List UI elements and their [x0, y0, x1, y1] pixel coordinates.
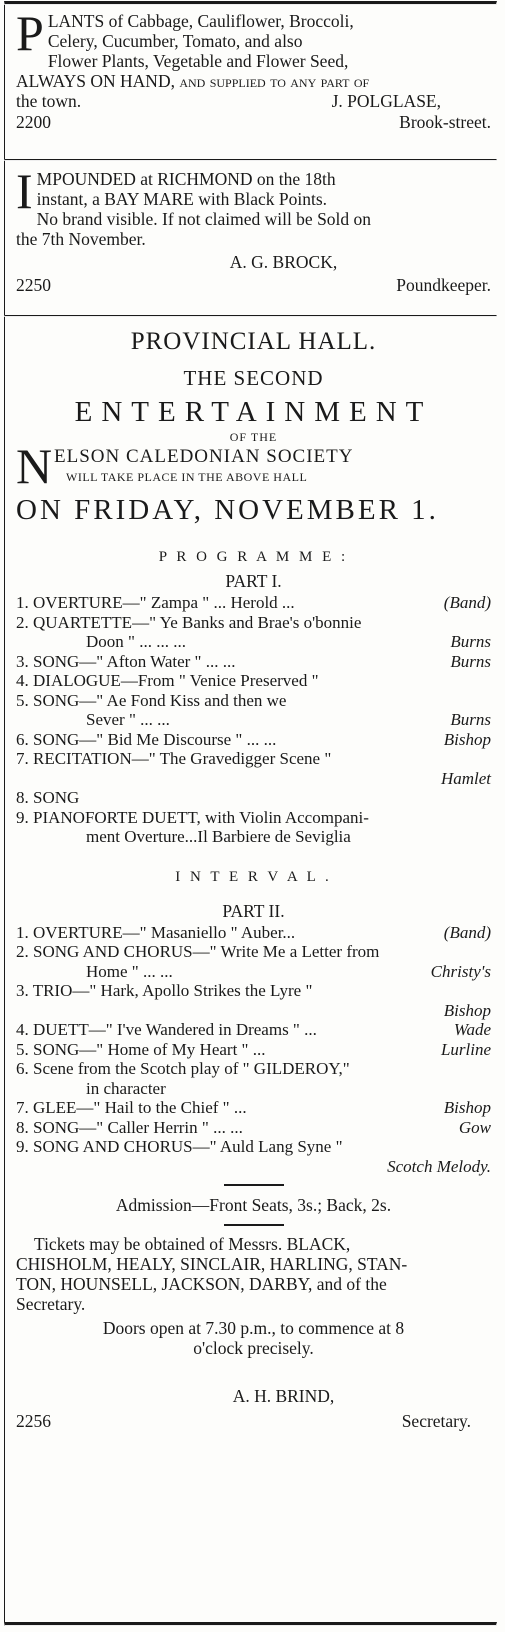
- programme-item: [16, 769, 491, 789]
- short-divider: [224, 1224, 284, 1226]
- programme-item-composer: Wade: [453, 1020, 491, 1039]
- programme-item-title: 8. SONG: [16, 788, 80, 807]
- plants-line2: Celery, Cucumber, Tomato, and also: [47, 31, 303, 51]
- advert-number: 2250: [16, 275, 51, 295]
- plants-line1: LANTS of Cabbage, Cauliflower, Broccoli,: [47, 11, 354, 31]
- programme-item-title: in character: [86, 1078, 166, 1098]
- short-divider: [224, 1184, 284, 1186]
- tickets-block: [16, 1234, 491, 1314]
- programme-item-title: 2. QUARTETTE—" Ye Banks and Brae's o'bonnie: [16, 612, 362, 632]
- programme-item: [16, 923, 491, 943]
- programme-item: [16, 1020, 491, 1040]
- programme-item-title: 1. OVERTURE—" Masaniello " Auber...: [16, 922, 296, 942]
- programme-item: [16, 1157, 491, 1177]
- programme-item-composer: Burns: [450, 632, 491, 651]
- polglase-address: Brook-street.: [399, 112, 491, 132]
- programme-item-title: 7. GLEE—" Hail to the Chief " ...: [16, 1098, 247, 1117]
- programme-item: [16, 749, 491, 769]
- doors-line2: o'clock precisely.: [193, 1338, 314, 1358]
- hall-title: PROVINCIAL HALL.: [130, 328, 377, 355]
- bottom-rule: [4, 1622, 497, 1626]
- programme-item-title: ment Overture...Il Barbiere de Seviglia: [86, 827, 351, 846]
- part2-heading: PART II.: [222, 900, 285, 921]
- second-title: THE SECOND: [183, 366, 324, 390]
- part2-list: [16, 923, 491, 1177]
- programme-item-title: 9. SONG AND CHORUS—" Auld Lang Syne ": [16, 1137, 343, 1156]
- brock-name: A. G. BROCK,: [229, 252, 338, 272]
- programme-item-title: 9. PIANOFORTE DUETT, with Violin Accompani-: [16, 807, 369, 827]
- programme-item-title: 5. SONG—" Home of My Heart " ...: [16, 1039, 266, 1059]
- impounded-line3: No brand visible. If not claimed will be Sold on: [36, 209, 372, 229]
- programme-item-title: Home " ... ...: [86, 961, 173, 981]
- of-the-label: OF THE: [229, 430, 278, 444]
- programme-item-title: 4. DUETT—" I've Wandered in Dreams " ...: [16, 1020, 317, 1039]
- programme-item: [16, 981, 491, 1001]
- programme-heading: P R O G R A M M E :: [158, 549, 349, 565]
- entertainment-title: ENTERTAINMENT: [74, 396, 433, 428]
- society-heading: [16, 438, 491, 494]
- plants-line4: ALWAYS ON HAND, and supplied to any part of: [16, 71, 370, 91]
- doors-line1: Doors open at 7.30 p.m., to commence at 8: [102, 1318, 405, 1338]
- programme-item: [16, 710, 491, 730]
- programme-item-composer: Christy's: [430, 961, 491, 981]
- impounded-line1: MPOUNDED at RICHMOND on the 18th: [36, 169, 336, 189]
- programme-item-title: 1. OVERTURE—" Zampa " ... Herold ...: [16, 593, 295, 612]
- programme-item-composer: Burns: [450, 710, 491, 729]
- admission-line: Admission—Front Seats, 3s.; Back, 2s.: [115, 1195, 392, 1215]
- plants-line5a: the town.: [16, 91, 82, 111]
- part1-heading: PART I.: [225, 571, 282, 591]
- programme-item-title: 3. SONG—" Afton Water " ... ...: [16, 651, 236, 671]
- programme-item: [16, 593, 491, 613]
- programme-item-composer: Gow: [458, 1117, 491, 1137]
- hall-advert: [4, 317, 497, 1622]
- programme-item: [16, 613, 491, 633]
- programme-item: [16, 942, 491, 962]
- programme-item: [16, 788, 491, 808]
- programme-item: [16, 1040, 491, 1060]
- programme-item-composer: Burns: [450, 651, 491, 671]
- programme-item: [16, 730, 491, 750]
- programme-item-composer: (Band): [443, 593, 491, 612]
- programme-item-title: 6. Scene from the Scotch play of " GILDEROY,": [16, 1059, 350, 1078]
- programme-item-title: 8. SONG—" Caller Herrin " ... ...: [16, 1117, 243, 1137]
- tickets-line1: Tickets may be obtained of Messrs. BLACK,: [34, 1234, 351, 1254]
- event-date: ON FRIDAY, NOVEMBER 1.: [16, 494, 439, 526]
- tickets-line3: TON, HOUNSELL, JACKSON, DARBY, and of the: [16, 1274, 387, 1294]
- programme-item-title: 7. RECITATION—" The Gravedigger Scene ": [16, 749, 332, 768]
- dropcap-p: P: [16, 5, 44, 61]
- newspaper-page: [4, 0, 497, 1632]
- programme-item: [16, 1118, 491, 1138]
- programme-item: [16, 1079, 491, 1099]
- programme-item: [16, 691, 491, 711]
- programme-item-composer: Bishop: [443, 1000, 491, 1020]
- will-take-place: WILL TAKE PLACE IN THE ABOVE HALL: [66, 470, 308, 484]
- programme-item-title: 5. SONG—" Ae Fond Kiss and then we: [16, 690, 287, 710]
- programme-item-composer: Bishop: [443, 729, 491, 749]
- programme-item: [16, 1098, 491, 1118]
- programme-item-title: 4. DIALOGUE—From " Venice Preserved ": [16, 671, 319, 690]
- programme-item-title: 2. SONG AND CHORUS—" Write Me a Letter from: [16, 942, 380, 961]
- secretary-role: Secretary.: [401, 1411, 471, 1431]
- programme-item: [16, 962, 491, 982]
- programme-item-composer: (Band): [443, 922, 491, 942]
- brind-name: A. H. BRIND,: [232, 1386, 335, 1406]
- programme-item: [16, 827, 491, 847]
- programme-item: [16, 1001, 491, 1021]
- programme-item-composer: Lurline: [440, 1039, 491, 1059]
- programme-item-title: 3. TRIO—" Hark, Apollo Strikes the Lyre ": [16, 981, 313, 1000]
- programme-item-title: Sever " ... ...: [86, 710, 170, 729]
- programme-item: [16, 1059, 491, 1079]
- brock-role: Poundkeeper.: [396, 275, 491, 295]
- society-name: ELSON CALEDONIAN SOCIETY: [54, 446, 354, 467]
- plants-line3: Flower Plants, Vegetable and Flower Seed,: [47, 51, 349, 71]
- dropcap-n: N: [16, 438, 53, 494]
- impounded-advert: [4, 161, 497, 315]
- programme-item-composer: Scotch Melody.: [387, 1156, 491, 1176]
- programme-item: [16, 1137, 491, 1157]
- polglase-name: J. POLGLASE,: [331, 91, 441, 111]
- programme-item: [16, 632, 491, 652]
- part1-list: [16, 593, 491, 847]
- interval-heading: I N T E R V A L .: [175, 868, 332, 885]
- programme-item: [16, 652, 491, 672]
- dropcap-i: I: [16, 163, 33, 219]
- programme-item-composer: Hamlet: [440, 768, 491, 788]
- impounded-line4: the 7th November.: [16, 229, 146, 249]
- advert-number: 2256: [16, 1411, 51, 1431]
- programme-item-title: Doon " ... ... ...: [86, 632, 186, 651]
- programme-item-composer: Bishop: [443, 1098, 491, 1117]
- advert-number: 2200: [16, 112, 51, 132]
- tickets-line2: CHISHOLM, HEALY, SINCLAIR, HARLING, STAN-: [16, 1254, 408, 1274]
- tickets-line4: Secretary.: [16, 1294, 86, 1314]
- programme-item-title: 6. SONG—" Bid Me Discourse " ... ...: [16, 729, 277, 749]
- impounded-line2: instant, a BAY MARE with Black Points.: [36, 189, 328, 209]
- plants-advert: [4, 5, 497, 159]
- programme-item: [16, 808, 491, 828]
- programme-item: [16, 671, 491, 691]
